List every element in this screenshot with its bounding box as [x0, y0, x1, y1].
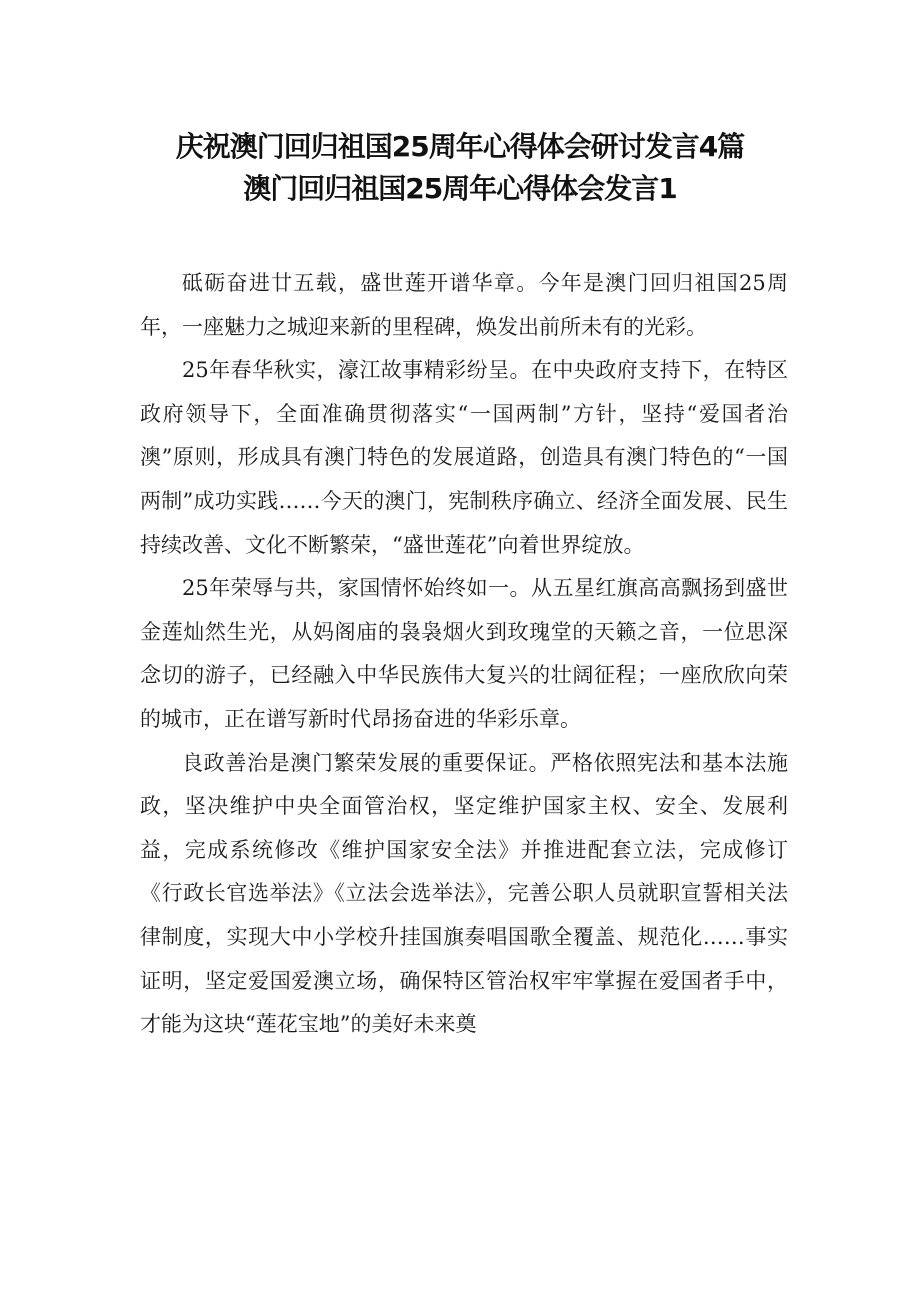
document-body: [140, 262, 788, 1047]
paragraph-2: 25年春华秋实，濠江故事精彩纷呈。在中央政府支持下，在特区政府领导下，全面准确贯彻落实“一国两制”方针，坚持“爱国者治澳”原则，形成具有澳门特色的发展道路，创造具有澳门特色的“一国两制”成功实践……今天的澳门，宪制秩序确立、经济全面发展、民生持续改善、文化不断繁荣，“盛世莲花”向着世界绽放。: [140, 358, 788, 557]
title-block: [0, 126, 920, 210]
document-title: 庆祝澳门回归祖国25周年心得体会研讨发言4篇: [175, 130, 745, 163]
paragraph-1: 砥砺奋进廿五载，盛世莲开谱华章。今年是澳门回归祖国25周年，一座魅力之城迎来新的里程碑，焕发出前所未有的光彩。: [140, 271, 788, 339]
paragraph-4: 良政善治是澳门繁荣发展的重要保证。严格依照宪法和基本法施政，坚决维护中央全面管治权，坚定维护国家主权、安全、发展利益，完成系统修改《维护国家安全法》并推进配套立法，完成修订《行政长官选举法》《立法会选举法》，完善公职人员就职宣誓相关法律制度，实现大中小学校升挂国旗奏唱国歌全覆盖、规范化……事实证明，坚定爱国爱澳立场，确保特区管治权牢牢掌握在爱国者手中，才能为这块“莲花宝地”的美好未来奠: [140, 750, 788, 1037]
document-subtitle: 澳门回归祖国25周年心得体会发言1: [243, 172, 677, 205]
paragraph-3: 25年荣辱与共，家国情怀始终如一。从五星红旗高高飘扬到盛世金莲灿然生光，从妈阁庙的袅袅烟火到玫瑰堂的天籁之音，一位思深念切的游子，已经融入中华民族伟大复兴的壮阔征程；一座欣欣向荣的城市，正在谱写新时代昂扬奋进的华彩乐章。: [140, 576, 788, 731]
